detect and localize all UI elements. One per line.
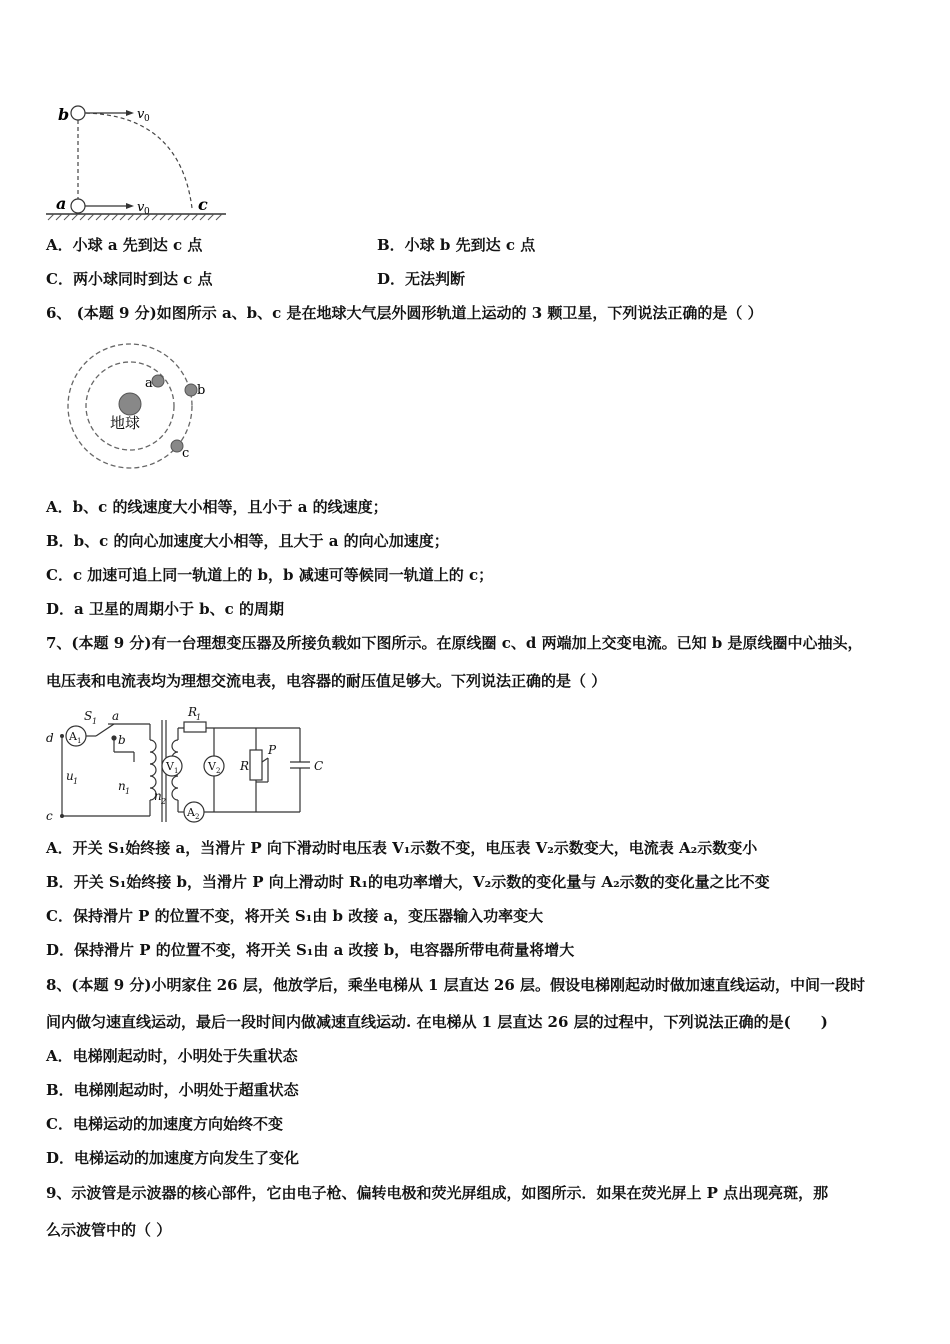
q7-stem-line2: 电压表和电流表均为理想交流电表，电容器的耐压值足够大。下列说法正确的是（ ）	[46, 672, 607, 690]
meter-v1-sub: 1	[174, 767, 179, 775]
label-s1: S	[84, 709, 93, 723]
label-d: d	[46, 731, 54, 745]
q8-stem-line1: 8、(本题 9 分)小明家住 26 层，他放学后，乘坐电梯从 1 层直达 26 层。假设电梯刚起动时做加速直线运动，中间一段时	[46, 976, 866, 994]
projectile-figure	[40, 96, 240, 226]
meter-a2: A	[187, 806, 195, 819]
satellite-a-label: a	[145, 376, 153, 391]
label-u1-sub: 1	[73, 777, 79, 786]
label-c-capacitor: C	[314, 759, 324, 773]
q6-option-d: D．a 卫星的周期小于 b、c 的周期	[46, 600, 285, 618]
satellite-c-label: c	[182, 446, 190, 461]
label-v0-bottom-sub: 0	[144, 207, 150, 217]
q5-option-c: C．两小球同时到达 c 点	[46, 270, 213, 288]
label-c: c	[198, 195, 208, 214]
ball-a	[71, 199, 85, 213]
q8-option-b: B．电梯刚起动时，小明处于超重状态	[46, 1081, 299, 1099]
meter-a1: A	[69, 730, 77, 743]
satellite-a	[152, 375, 164, 387]
q5-option-d: D．无法判断	[377, 270, 466, 288]
q7-stem-line1: 7、(本题 9 分)有一台理想变压器及所接负载如下图所示。在原线圈 c、d 两端加上交变电流。已知 b 是原线圈中心抽头，	[46, 634, 863, 652]
q6-option-c: C．c 加速可追上同一轨道上的 b，b 减速可等候同一轨道上的 c；	[46, 566, 494, 584]
label-a-tap: a	[112, 709, 120, 723]
meter-a2-sub: 2	[195, 813, 200, 821]
label-b-tap: b	[118, 733, 126, 747]
label-n2: n	[154, 789, 162, 803]
earth	[119, 393, 141, 415]
label-b: b	[58, 105, 70, 124]
q6-option-a: A．b、c 的线速度大小相等，且小于 a 的线速度；	[46, 498, 388, 516]
meter-v1: V	[166, 760, 174, 773]
satellite-b-label: b	[197, 383, 206, 398]
label-s1-sub: 1	[92, 717, 98, 726]
q9-stem-line2: 么示波管中的（ ）	[46, 1221, 172, 1239]
q8-stem-line2: 间内做匀速直线运动，最后一段时间内做减速直线运动. 在电梯从 1 层直达 26 层的过程中，下列说法正确的是( )	[46, 1013, 828, 1031]
label-a: a	[56, 194, 67, 213]
q7-option-b: B．开关 S₁始终接 b，当滑片 P 向上滑动时 R₁的电功率增大，V₂示数的变化量与 A₂示数的变化量之比不变	[46, 873, 770, 891]
meter-v2: V	[208, 760, 216, 773]
label-u1: u	[66, 769, 74, 783]
earth-label: 地球	[110, 414, 141, 432]
label-n2-sub: 2	[161, 797, 167, 806]
label-p: P	[268, 743, 277, 757]
label-r1: R	[188, 705, 198, 719]
label-r1-sub: 1	[196, 713, 202, 722]
label-v0-top-sub: 0	[144, 114, 150, 124]
q8-option-c: C．电梯运动的加速度方向始终不变	[46, 1115, 283, 1133]
q7-option-a: A．开关 S₁始终接 a，当滑片 P 向下滑动时电压表 V₁示数不变，电压表 V₂示数变大，电流表 A₂示数变小	[46, 839, 758, 857]
label-c-terminal: c	[46, 809, 53, 823]
q5-option-b: B．小球 b 先到达 c 点	[377, 236, 536, 254]
q7-option-d: D．保持滑片 P 的位置不变，将开关 S₁由 a 改接 b，电容器所带电荷量将增大	[46, 941, 575, 959]
ball-b	[71, 106, 85, 120]
label-n1-sub: 1	[125, 787, 131, 796]
q5-option-a: A．小球 a 先到达 c 点	[46, 236, 203, 254]
label-v0-top: v	[137, 107, 145, 122]
label-n1: n	[118, 779, 126, 793]
q6-option-b: B．b、c 的向心加速度大小相等，且大于 a 的向心加速度；	[46, 532, 449, 550]
transformer-circuit-figure	[42, 700, 342, 830]
q8-option-a: A．电梯刚起动时，小明处于失重状态	[46, 1047, 298, 1065]
q8-option-d: D．电梯运动的加速度方向发生了变化	[46, 1149, 300, 1167]
q6-stem: 6、 (本题 9 分)如图所示 a、b、c 是在地球大气层外圆形轨道上运动的 3 颗卫星，下列说法正确的是（ ）	[46, 304, 763, 322]
meter-v2-sub: 2	[216, 767, 221, 775]
label-r: R	[240, 759, 250, 773]
q7-option-c: C．保持滑片 P 的位置不变，将开关 S₁由 b 改接 a，变压器输入功率变大	[46, 907, 544, 925]
meter-a1-sub: 1	[77, 737, 82, 745]
satellite-b	[185, 384, 197, 396]
q9-stem-line1: 9、示波管是示波器的核心部件，它由电子枪、偏转电极和荧光屏组成，如图所示．如果在荧光屏上 P 点出现亮斑，那	[46, 1184, 829, 1202]
satellite-orbits-figure	[60, 340, 220, 475]
label-v0-bottom: v	[137, 200, 145, 215]
